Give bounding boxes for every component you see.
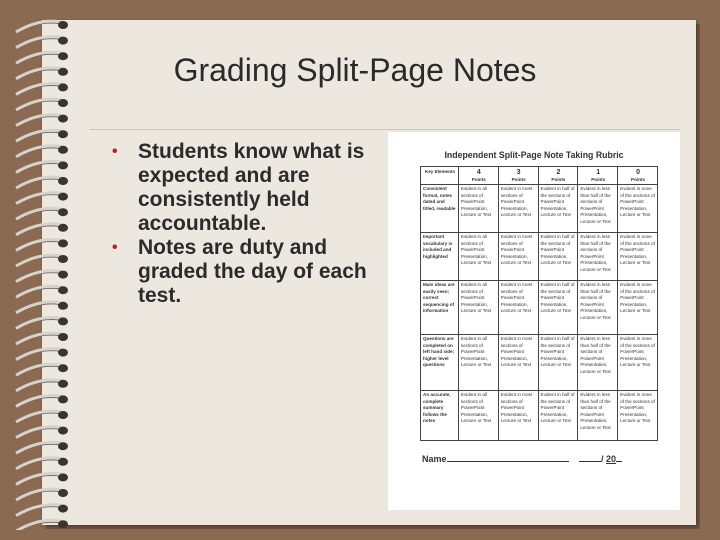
rubric-cell: Evident in half of the sections of PowerPoint Presentation, Lecture or Text	[538, 185, 578, 233]
rubric-cell: Evident in all sections of PowerPoint Presentation, Lecture or Text	[458, 281, 498, 335]
header-points-4	[458, 167, 498, 185]
rubric-cell: Evident in less than half of the sections of PowerPoint Presentation, Lecture or Text	[578, 233, 618, 281]
header-points-value: 4	[476, 169, 481, 176]
spiral-coil	[16, 458, 68, 470]
spiral-coil	[16, 505, 68, 517]
table-row	[421, 233, 658, 281]
rubric-cell: Evident in none of the sections of PowerPoint Presentation, Lecture or Text	[618, 391, 658, 441]
rubric-cell: Evident in most sections of PowerPoint Presentation, Lecture or Text	[498, 233, 538, 281]
bullet-dot-icon: •	[112, 239, 118, 256]
spiral-coil	[16, 146, 68, 158]
bullet-text: Students know what is expected and are consistently held accountable.	[138, 140, 365, 235]
rubric-cell: Evident in half of the sections of PowerPoint Presentation, Lecture or Text	[538, 281, 578, 335]
rubric-header-row	[421, 167, 658, 185]
rubric-cell: Evident in half of the sections of PowerPoint Presentation, Lecture or Text	[538, 391, 578, 441]
spiral-coil	[16, 442, 68, 454]
criterion-cell: Main ideas are easily seen; correct sequencing of information	[421, 281, 459, 335]
spiral-coil	[16, 317, 68, 329]
header-points-value: 0	[636, 169, 641, 176]
spiral-coil	[16, 333, 68, 345]
spiral-coil	[16, 161, 68, 173]
rubric-cell: Evident in less than half of the sections of PowerPoint Presentation, Lecture or Text	[578, 391, 618, 441]
header-points-value: 3	[516, 169, 521, 176]
rubric-title: Independent Split-Page Note Taking Rubric	[444, 150, 624, 161]
spiral-coil	[16, 271, 68, 283]
header-label: Points	[471, 177, 486, 182]
spiral-coil	[16, 520, 68, 530]
bullet-list	[112, 140, 382, 308]
spiral-coil	[16, 395, 68, 407]
name-blank	[447, 452, 569, 462]
title-divider	[90, 129, 680, 130]
score-tail	[616, 452, 622, 462]
rubric-cell: Evident in less than half of the sections of PowerPoint Presentation, Lecture or Text	[578, 335, 618, 391]
rubric-cell: Evident in none of the sections of PowerPoint Presentation, Lecture or Text	[618, 335, 658, 391]
header-key-elements	[421, 167, 459, 185]
header-points-1	[578, 167, 618, 185]
header-points-value: 2	[556, 169, 561, 176]
bullet-item	[112, 236, 382, 308]
table-row	[421, 185, 658, 233]
spiral-coil	[16, 349, 68, 361]
spiral-coil	[16, 115, 68, 127]
spiral-coil	[16, 21, 68, 33]
spiral-coil	[16, 489, 68, 501]
spiral-coil	[16, 52, 68, 64]
spiral-coil	[16, 37, 68, 49]
spiral-coil	[16, 177, 68, 189]
spiral-coil	[16, 302, 68, 314]
name-label: Name	[422, 454, 447, 464]
header-points-0	[618, 167, 658, 185]
table-row	[421, 335, 658, 391]
bullet-text: Notes are duty and graded the day of each test.	[138, 236, 367, 307]
spiral-coil	[16, 473, 68, 485]
spiral-coil	[16, 224, 68, 236]
header-label: Points	[551, 177, 566, 182]
spiral-binding-icon	[0, 10, 80, 530]
spiral-coil	[16, 286, 68, 298]
spiral-coil	[16, 427, 68, 439]
score-total: 20	[606, 454, 617, 464]
rubric-cell: Evident in most sections of PowerPoint Presentation, Lecture or Text	[498, 281, 538, 335]
rubric-cell: Evident in less than half of the sections of PowerPoint Presentation, Lecture or Text	[578, 281, 618, 335]
header-label: Points	[631, 177, 646, 182]
score-blank	[579, 452, 601, 462]
spiral-coil	[16, 83, 68, 95]
spiral-coil	[16, 411, 68, 423]
bullet-dot-icon: •	[112, 143, 118, 160]
spiral-coil	[16, 208, 68, 220]
table-row	[421, 281, 658, 335]
slide-title: Grading Split-Page Notes	[173, 52, 537, 88]
spiral-coil	[16, 364, 68, 376]
header-label: Key Elements	[424, 169, 456, 174]
header-label: Points	[511, 177, 526, 182]
header-points-2	[538, 167, 578, 185]
rubric-cell: Evident in most sections of PowerPoint Presentation, Lecture or Text	[498, 335, 538, 391]
rubric-cell: Evident in all sections of PowerPoint Presentation, Lecture or Text	[458, 185, 498, 233]
spiral-coil	[16, 68, 68, 80]
rubric-cell: Evident in none of the sections of PowerPoint Presentation, Lecture or Text	[618, 233, 658, 281]
criterion-cell: Questions are completed on left hand side; higher level questions	[421, 335, 459, 391]
name-score-line: Name / 20	[422, 452, 662, 464]
rubric-document-image	[388, 132, 680, 510]
header-points-value: 1	[596, 169, 601, 176]
rubric-cell: Evident in most sections of PowerPoint Presentation, Lecture or Text	[498, 391, 538, 441]
header-points-3	[498, 167, 538, 185]
spiral-coil	[16, 193, 68, 205]
rubric-cell: Evident in half of the sections of PowerPoint Presentation, Lecture or Text	[538, 233, 578, 281]
criterion-cell: Consistent format, notes dated and titled, readable	[421, 185, 459, 233]
rubric-cell: Evident in all sections of PowerPoint Presentation, Lecture or Text	[458, 335, 498, 391]
criterion-cell: Important vocabulary is included and highlighted	[421, 233, 459, 281]
bullet-item	[112, 140, 382, 236]
rubric-cell: Evident in all sections of PowerPoint Presentation, Lecture or Text	[458, 391, 498, 441]
header-label: Points	[591, 177, 606, 182]
rubric-cell: Evident in less than half of the sections of PowerPoint Presentation, Lecture or Text	[578, 185, 618, 233]
rubric-cell: Evident in none of the sections of PowerPoint Presentation, Lecture or Text	[618, 281, 658, 335]
rubric-cell: Evident in all sections of PowerPoint Presentation, Lecture or Text	[458, 233, 498, 281]
criterion-cell: An accurate, complete summary follows the notes	[421, 391, 459, 441]
rubric-cell: Evident in most sections of PowerPoint Presentation, Lecture or Text	[498, 185, 538, 233]
spiral-coil	[16, 130, 68, 142]
rubric-cell: Evident in half of the sections of PowerPoint Presentation, Lecture or Text	[538, 335, 578, 391]
spiral-coil	[16, 239, 68, 251]
spiral-coil	[16, 255, 68, 267]
table-row	[421, 391, 658, 441]
spiral-coil	[16, 99, 68, 111]
rubric-table	[420, 166, 658, 441]
rubric-cell: Evident in none of the sections of PowerPoint Presentation, Lecture or Text	[618, 185, 658, 233]
spiral-coil	[16, 380, 68, 392]
